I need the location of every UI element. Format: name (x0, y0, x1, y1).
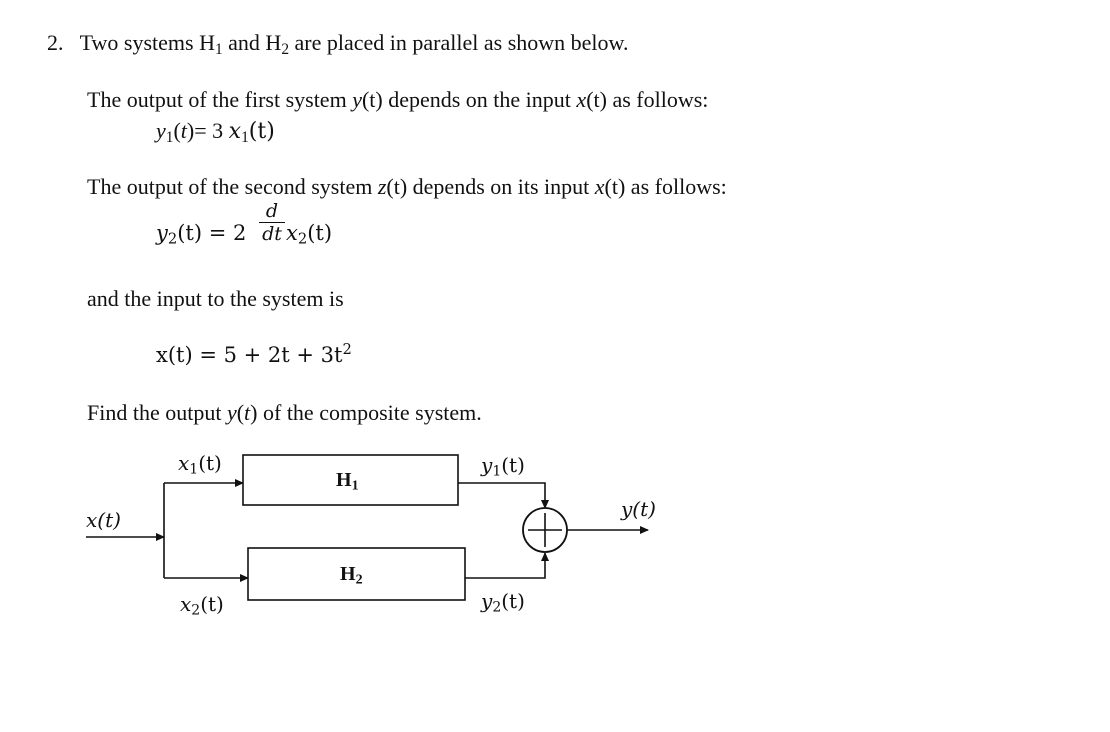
second-system-description: The output of the second system z(t) depends on its input x(t) as follows: (87, 174, 727, 199)
first-system-equation: $y_1(t)= 3$ $x_1(t)$ (156, 118, 275, 146)
input-label: x(t) (86, 508, 121, 532)
h1-block-label: $H_1$ (336, 469, 359, 494)
input-intro: and the input to the system is (87, 286, 344, 311)
input-equation: $x(t) = 5 + 2t + 3t^2$ (156, 340, 352, 367)
output-label: y(t) (621, 497, 656, 521)
x2-label: $x_2(t)$ (180, 592, 224, 619)
second-system-equation-rhs: $x_2(t)$ (286, 221, 333, 248)
h2-block-label: $H_2$ (340, 563, 363, 588)
problem-number: 2. (47, 30, 64, 55)
find-output-question: Find the output y(t) of the composite system. (87, 400, 482, 425)
h2-output-line (465, 553, 545, 578)
x1-label: $x_1(t)$ (178, 451, 222, 478)
y2-label: $y_2(t)$ (481, 589, 525, 616)
y1-label: $y_1(t)$ (481, 453, 525, 480)
problem-intro: 2. Two systems $H_1$ and $H_2$ are placed in parallel as shown below. (47, 30, 629, 58)
derivative-fraction: d dt (259, 201, 285, 244)
second-system-equation-lhs: $y_2(t) = 2$ (156, 221, 247, 248)
first-system-description: The output of the first system y(t) depends on the input x(t) as follows: (87, 87, 709, 112)
h1-output-line (458, 483, 545, 508)
